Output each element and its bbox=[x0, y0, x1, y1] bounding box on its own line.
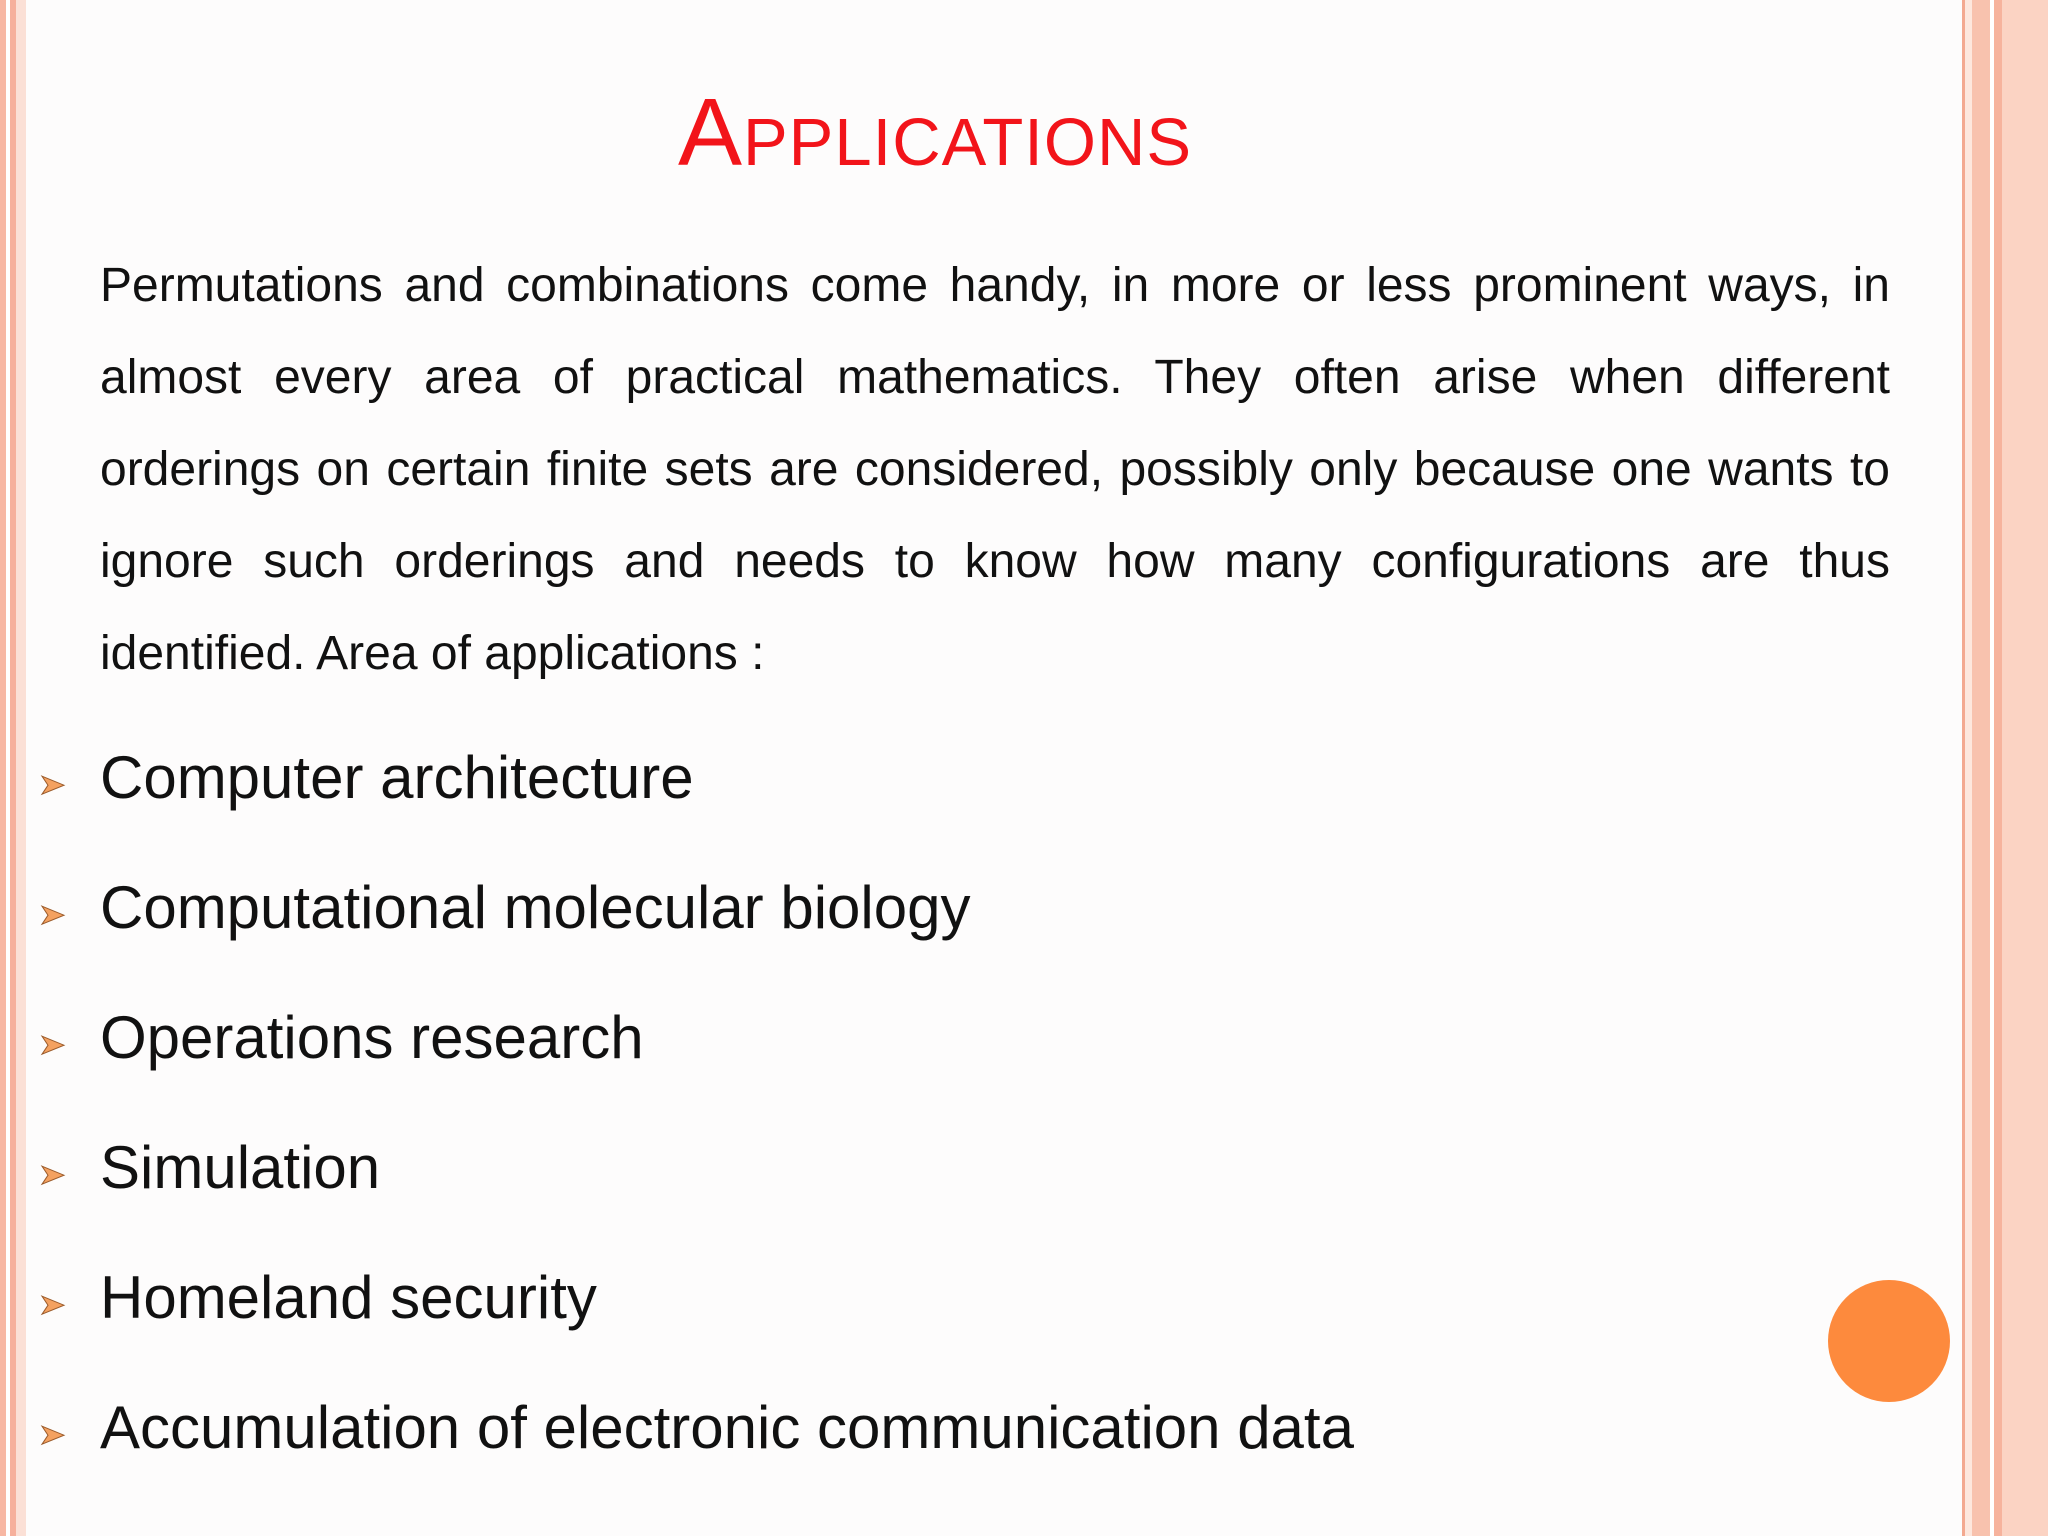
list-item-label: Operations research bbox=[100, 1004, 644, 1071]
arrowhead-bullet-icon bbox=[40, 1162, 66, 1188]
arrowhead-bullet-icon bbox=[40, 902, 66, 928]
arrowhead-bullet-icon bbox=[40, 1032, 66, 1058]
arrowhead-bullet-icon bbox=[40, 772, 66, 798]
arrowhead-bullet-icon bbox=[40, 1422, 66, 1448]
list-item-label: Accumulation of electronic communication data bbox=[100, 1394, 1354, 1461]
list-item-label: Computational molecular biology bbox=[100, 874, 971, 941]
right-band-decoration bbox=[1962, 0, 2048, 1536]
intro-paragraph: Permutations and combinations come handy, in more or less prominent ways, in almost every area of practical mathematics. They often arise when different orderings on certain finite sets are considered, possibly only because one wants to ignore such orderings and needs to know how many configurations are thus identified. Area of applications : bbox=[100, 259, 1890, 680]
list-item-label: Homeland security bbox=[100, 1264, 597, 1331]
list-item-label: Simulation bbox=[100, 1134, 381, 1201]
arrowhead-bullet-icon bbox=[40, 1292, 66, 1318]
left-border-decoration bbox=[0, 0, 26, 1536]
orange-circle-decoration bbox=[1828, 1280, 1950, 1402]
list-item-label: Computer architecture bbox=[100, 744, 694, 811]
slide-title: Applications bbox=[677, 79, 1193, 186]
